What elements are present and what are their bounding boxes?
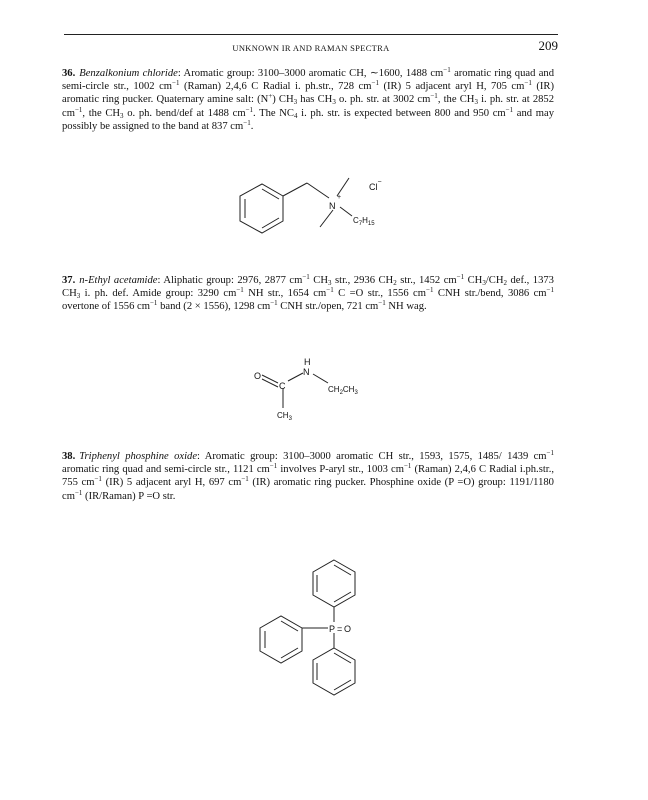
charge-label: + (337, 194, 342, 201)
compound-name: Benzalkonium chloride (79, 68, 178, 79)
entry-36: 36. Benzalkonium chloride: Aromatic group: 3100–3000 aromatic CH, ∼1600, 1488 $cm^{-1}$ aromatic ring quad and semi-circle str., 1002 $cm^{-1}$ (Raman) 2,4,6 C Radial i. ph.str., 728 $cm^{-1}$ (IR) 5 adjacent aryl H, 705 $cm^{-1}$ (IR) aromatic ring pucker. Quaternary amine salt: (N+) $CH_3$ has $CH_3$ o. ph. str. at 3002 $cm^{-1}$, the $CH_3$ i. ph. str. at 2852 $cm^{-1}$, the $CH_3$ o. ph. bend/def at 1488 $cm^{-1}$. The $NC_4$ i. ph. str. is expected between 800 and 950 $cm^{-1}$ and may possibly be assigned to the band at 837 $cm^{-1}$. (62, 66, 555, 132)
entry-number: 36. (62, 68, 76, 79)
ring-double-bond (334, 680, 351, 690)
phosphorus-label: P (329, 624, 336, 634)
chloride-label: Cl− (369, 179, 382, 192)
methyl-label: $CH_3$ (277, 411, 292, 422)
oxygen-label: O (344, 624, 352, 634)
entry-38: 38. Triphenyl phosphine oxide: Aromatic group: 3100–3000 aromatic CH str., 1593, 1575, 1485/ 1439 $cm^{-1}$ aromatic ring quad and semi-circle str., 1121 $cm^{-1}$ involves P-aryl str., 1003 $cm^{-1}$ (Raman) 2,4,6 C Radial i.ph.str., 755 $cm^{-1}$ (IR) 5 adjacent aryl H, 697 $cm^{-1}$ (IR) aromatic ring pucker. Phosphine oxide (P =O) group: 1191/1180 $cm^{-1}$ (IR/Raman) P =O str. (62, 449, 555, 502)
oxygen-label: O (254, 371, 262, 381)
entry-37: 37. n-Ethyl acetamide: Aliphatic group: 2976, 2877 $cm^{-1}$ $CH_3$ str., 2936 $CH_2$ str., 1452 $cm^{-1}$ $CH_3/CH_2$ def., 1373 $CH_3$ i. ph. def. Amide group: 3290 $cm^{-1}$ NH str., 1654 $cm^{-1}$ C =O str., 1556 $cm^{-1}$ CNH str./bend, 3086 $cm^{-1}$ overtone of 1556 $cm^{-1}$ band (2 × 1556), 1298 $cm^{-1}$ CNH str./open, 721 $cm^{-1}$ NH wag. (62, 273, 554, 313)
nitrogen-label: N (329, 201, 336, 211)
double-bond-sign: = (337, 624, 343, 634)
compound-name: n-Ethyl acetamide (79, 275, 158, 286)
compound-name: Triphenyl phosphine oxide (79, 451, 198, 462)
carbon-label: C (279, 381, 286, 391)
phenyl-ring-left (260, 616, 302, 663)
alkyl-label: $C_7H_{15}$ (353, 216, 375, 227)
page-number: 209 (538, 38, 558, 53)
ring-double-bond (281, 648, 298, 658)
ring-double-bond (334, 653, 351, 663)
ring-double-bond (334, 565, 351, 575)
entry-number: 38. (62, 451, 76, 462)
hydrogen-label: H (304, 357, 311, 367)
ethyl-label: $CH_2CH_3$ (328, 385, 358, 396)
nitrogen-label: N (303, 367, 310, 377)
entry-number: 37. (62, 275, 76, 286)
ring-double-bond (334, 592, 351, 602)
running-title: UNKNOWN IR AND RAMAN SPECTRA (232, 43, 390, 53)
ring-double-bond (281, 621, 298, 631)
phenyl-ring-top (313, 560, 355, 607)
phenyl-ring-bottom (313, 648, 355, 695)
